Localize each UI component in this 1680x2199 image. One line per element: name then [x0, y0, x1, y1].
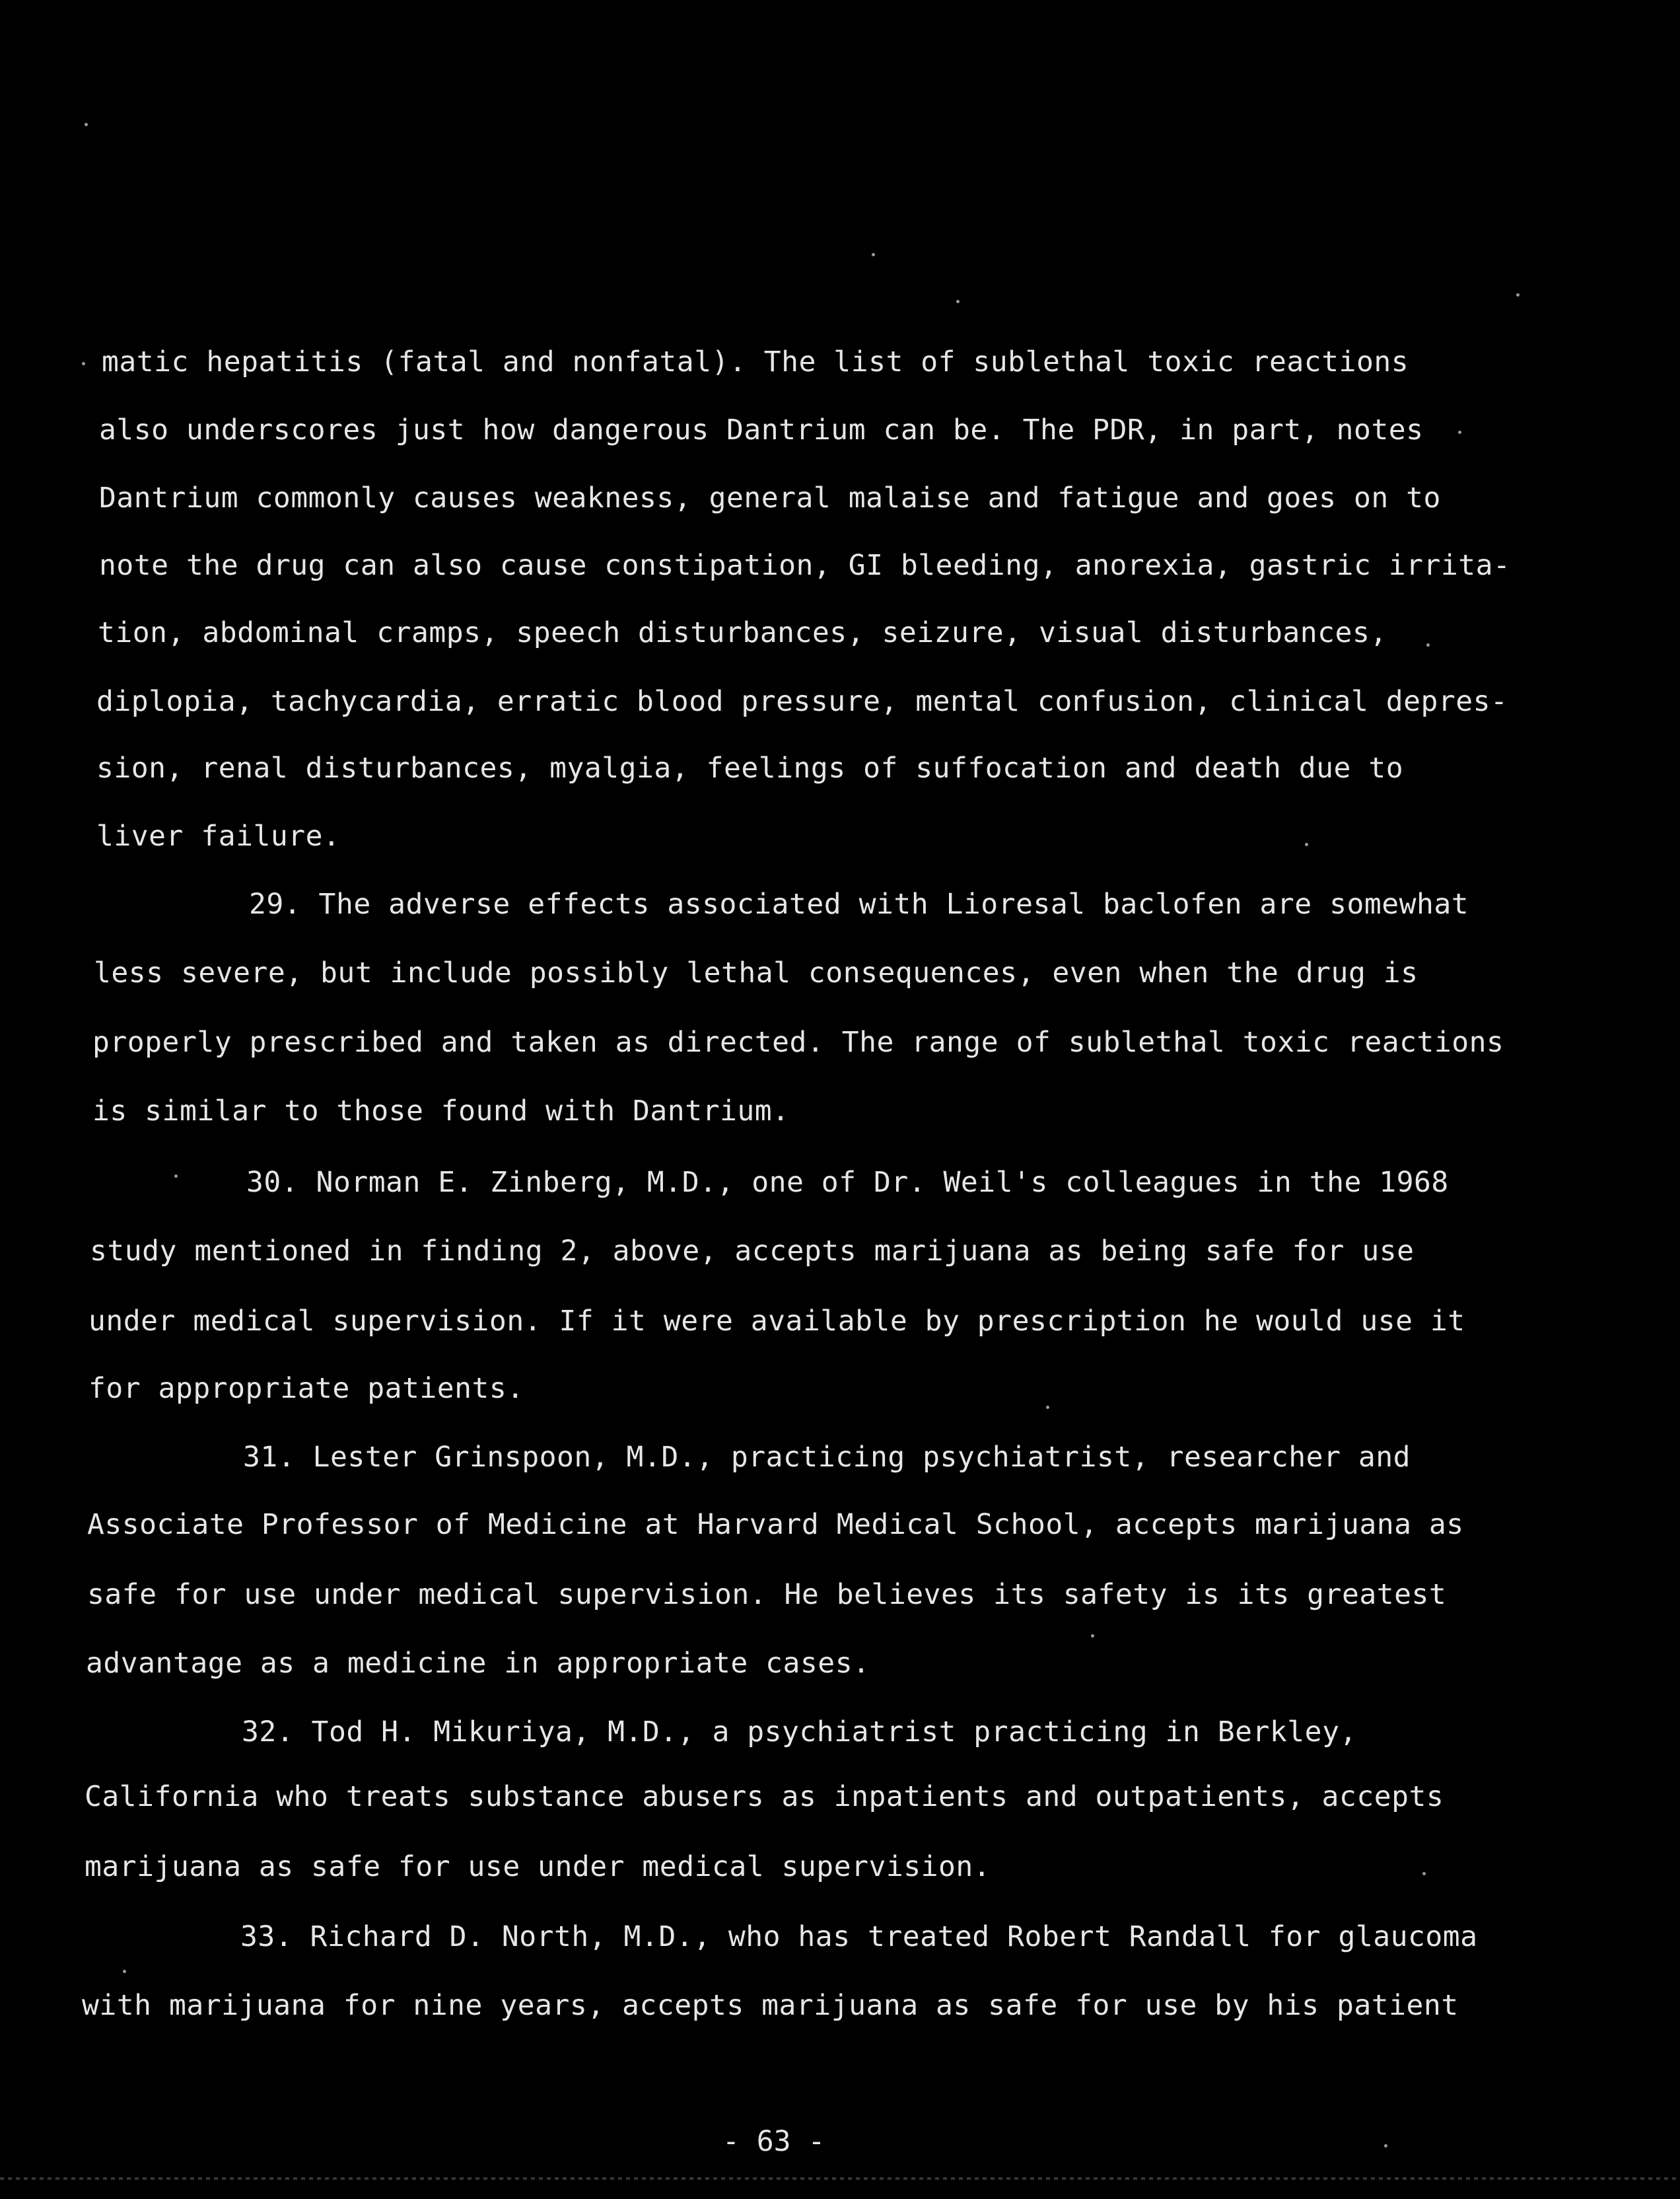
text-line: Dantrium commonly causes weakness, general malaise and fatigue and goes on to [99, 482, 1441, 515]
text-line: California who treats substance abusers as inpatients and outpatients, accepts [85, 1780, 1444, 1813]
scan-speck [1426, 643, 1430, 647]
scan-bottom-edge [0, 2177, 1680, 2180]
scan-speck [1384, 2144, 1387, 2147]
scan-speck [82, 362, 85, 365]
text-line: study mentioned in finding 2, above, accepts marijuana as being safe for use [90, 1235, 1415, 1268]
text-line: advantage as a medicine in appropriate cases. [86, 1647, 870, 1680]
text-line: Associate Professor of Medicine at Harvard Medical School, accepts marijuana as [87, 1508, 1464, 1541]
scan-speck [872, 253, 875, 256]
scan-speck [1516, 293, 1520, 297]
text-line: under medical supervision. If it were available by prescription he would use it [88, 1305, 1465, 1338]
scan-speck [123, 1970, 126, 1973]
paragraph-32-first-line: 32. Tod H. Mikuriya, M.D., a psychiatrist practicing in Berkley, [242, 1715, 1357, 1748]
page-number: - 63 - [722, 2125, 825, 2158]
paragraph-31-first-line: 31. Lester Grinspoon, M.D., practicing psychiatrist, researcher and [243, 1441, 1411, 1474]
scan-speck [956, 300, 960, 303]
text-line: diplopia, tachycardia, erratic blood pressure, mental confusion, clinical depres- [96, 685, 1508, 718]
scan-speck [1422, 1872, 1426, 1875]
scan-speck [1305, 843, 1308, 846]
text-line: liver failure. [96, 820, 341, 853]
text-line: properly prescribed and taken as directed. The range of sublethal toxic reactions [92, 1026, 1504, 1059]
scan-speck [85, 123, 88, 126]
paragraph-33-first-line: 33. Richard D. North, M.D., who has treated Robert Randall for glaucoma [240, 1920, 1478, 1953]
text-line: with marijuana for nine years, accepts marijuana as safe for use by his patient [82, 1989, 1459, 2022]
text-line: is similar to those found with Dantrium. [92, 1095, 790, 1128]
text-line: tion, abdominal cramps, speech disturbances, seizure, visual disturbances, [98, 616, 1387, 649]
text-line: for appropriate patients. [88, 1372, 524, 1405]
text-line: note the drug can also cause constipation, GI bleeding, anorexia, gastric irrita- [99, 549, 1511, 582]
paragraph-30-first-line: 30. Norman E. Zinberg, M.D., one of Dr. Weil's colleagues in the 1968 [246, 1166, 1449, 1199]
text-line: matic hepatitis (fatal and nonfatal). The list of sublethal toxic reactions [102, 345, 1409, 379]
paragraph-29-first-line: 29. The adverse effects associated with Lioresal baclofen are somewhat [249, 888, 1469, 921]
scan-speck [174, 1174, 178, 1178]
text-line: sion, renal disturbances, myalgia, feelings of suffocation and death due to [96, 752, 1404, 785]
text-line: marijuana as safe for use under medical supervision. [85, 1850, 991, 1883]
text-line: also underscores just how dangerous Dantrium can be. The PDR, in part, notes [99, 414, 1424, 447]
scan-speck [1458, 431, 1461, 434]
text-line: less severe, but include possibly lethal consequences, even when the drug is [94, 956, 1418, 990]
scan-speck [1091, 1634, 1094, 1638]
scan-speck [1046, 1406, 1049, 1409]
text-line: safe for use under medical supervision. He believes its safety is its greatest [87, 1578, 1447, 1611]
